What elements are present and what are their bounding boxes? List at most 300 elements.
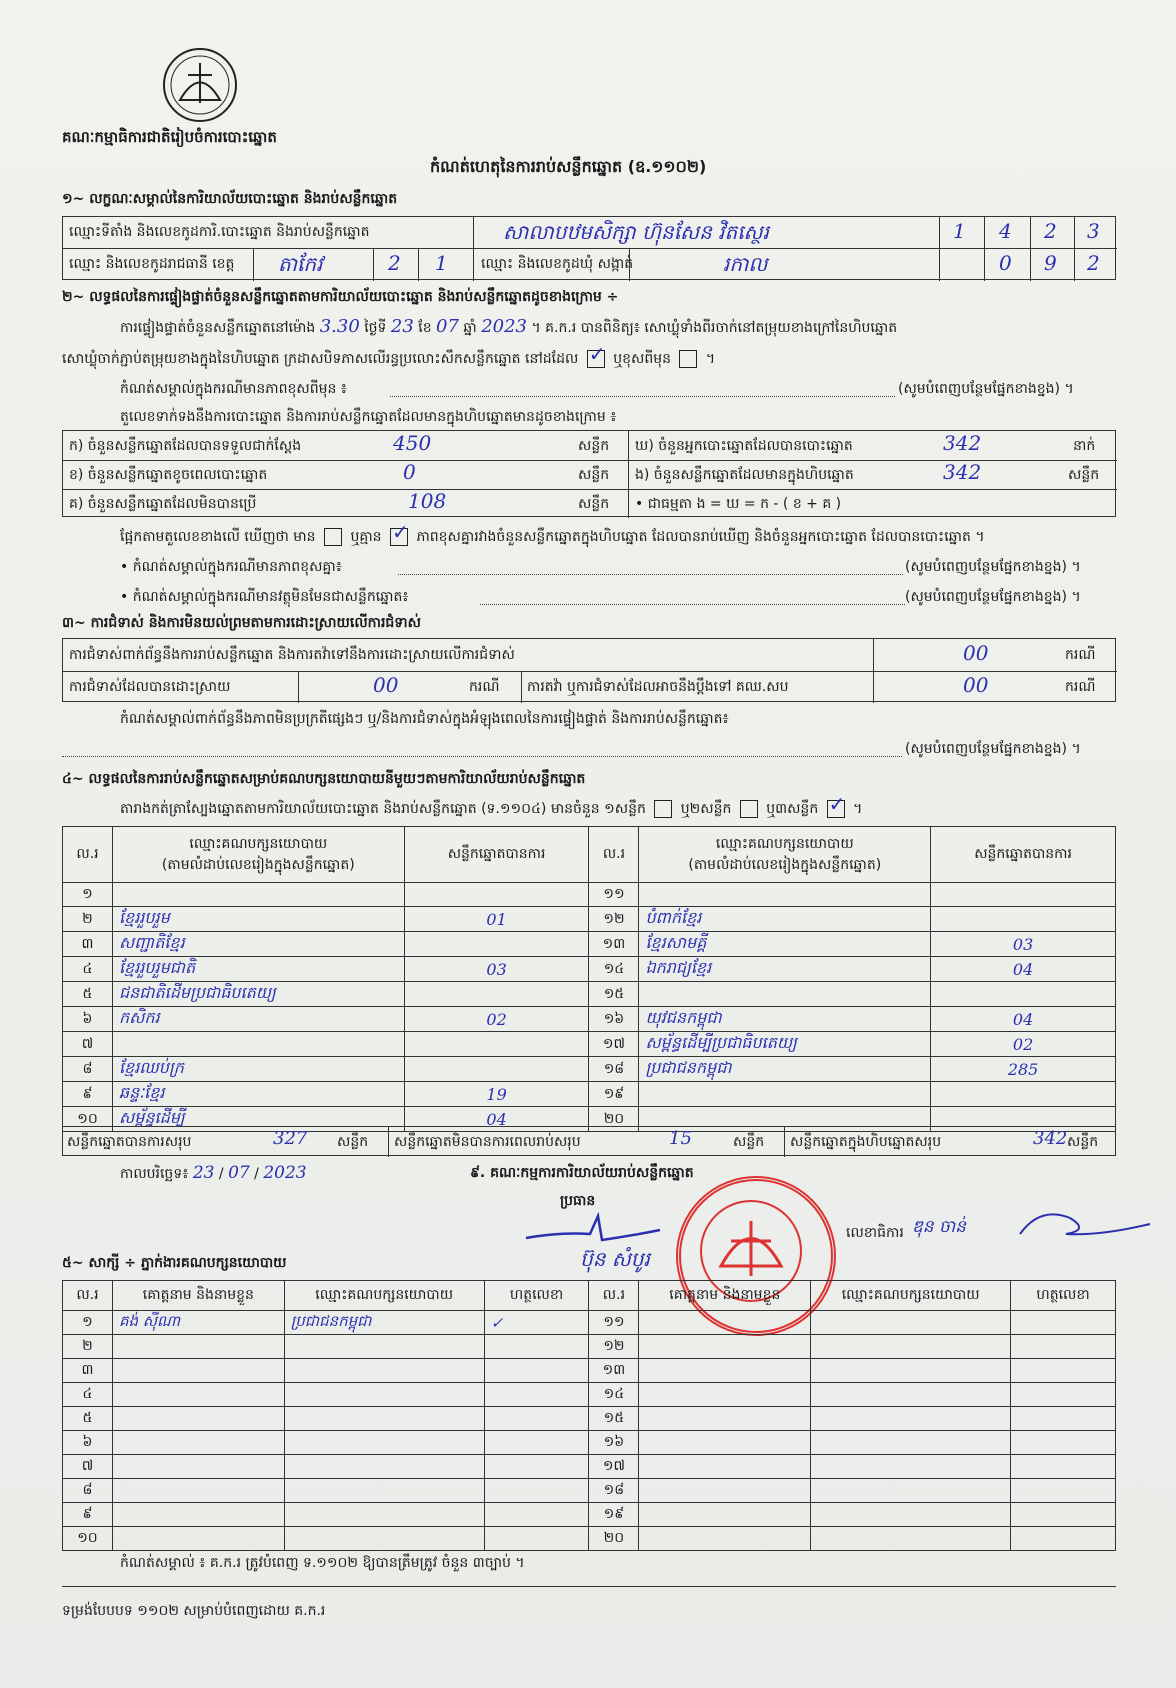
row-no-text: ១២	[603, 910, 625, 927]
witness-no-text: ៨	[82, 1482, 93, 1498]
table-row	[63, 1082, 1116, 1107]
witness-signature[interactable]	[484, 1503, 589, 1527]
row-no	[589, 1082, 639, 1107]
row-no	[63, 957, 113, 982]
party-votes[interactable]	[404, 1032, 589, 1057]
difference-note-line[interactable]	[390, 396, 895, 397]
witness-name[interactable]	[639, 1407, 811, 1431]
col-party-right-title: ឈ្មោះគណបក្សនយោបាយ	[715, 835, 854, 852]
committee-sign-title: ៩. គណៈកម្មការការិយាល័យរាប់សន្លឹកឆ្នោត	[470, 1165, 694, 1181]
party-votes[interactable]	[931, 883, 1116, 907]
witness-table	[62, 1280, 1116, 1551]
different-checkbox[interactable]	[679, 350, 697, 368]
party-name[interactable]	[639, 883, 931, 907]
witness-name[interactable]	[639, 1431, 811, 1455]
resolved-value: 00	[373, 673, 399, 697]
party-votes-text: 02	[1012, 1034, 1034, 1054]
row-no-text: ១៦	[603, 1010, 625, 1027]
unused-unit: សន្លឹក	[578, 496, 610, 512]
commune-code-3: 2	[1087, 251, 1100, 275]
section2-heading: ២~ លទ្ធផលនៃការផ្ទៀងផ្ទាត់ចំនួនសន្លឹកឆ្នោតតាមការិយាល័យបោះឆ្នោត និងរាប់សន្លឹកឆ្នោតដូចខាងក្រោម ÷	[62, 289, 619, 305]
witness-signature[interactable]	[484, 1335, 589, 1359]
verification-time-label: ការផ្ទៀងផ្ទាត់ចំនួនសន្លឹកឆ្នោតនៅម៉ោង	[120, 320, 316, 336]
footer-divider	[62, 1586, 1116, 1587]
total-valid-value: 327	[273, 1128, 308, 1149]
witness-signature[interactable]	[484, 1431, 589, 1455]
w-col-sign-right: ហត្ថលេខា	[1011, 1281, 1116, 1311]
witness-signature[interactable]	[1011, 1359, 1116, 1383]
row-no	[589, 907, 639, 932]
party-name[interactable]	[112, 1082, 404, 1107]
party-name[interactable]	[112, 982, 404, 1007]
row-no-text: ៥	[82, 985, 93, 1002]
spoiled-unit: សន្លឹក	[578, 467, 610, 483]
witness-row	[63, 1455, 1116, 1479]
tally-sheets-text: តារាងកត់ត្រាស្បែងឆ្នោតតាមការិយាល័យបោះឆ្នោត និងរាប់សន្លឹកឆ្នោត (ទ.១១០៤) មានចំនួន ១សន្លឹក	[120, 801, 646, 817]
party-votes[interactable]	[931, 1007, 1116, 1032]
w-col-no-right: ល.រ	[589, 1281, 639, 1311]
witness-party[interactable]	[811, 1407, 1011, 1431]
discrepancy-text-b: ឬគ្មាន	[350, 529, 382, 545]
row-no-text: ១១	[603, 886, 625, 902]
row-no	[63, 907, 113, 932]
witness-no	[589, 1527, 639, 1551]
section1-heading: ១~ លក្ខណៈសម្គាល់នៃការិយាល័យបោះឆ្នោត និងរាប់សន្លឹកឆ្នោត	[62, 191, 398, 207]
witness-no	[63, 1527, 113, 1551]
party-votes-text: 04	[1012, 1009, 1034, 1029]
w-col-sign-left: ហត្ថលេខា	[484, 1281, 589, 1311]
verification-month: 07	[436, 316, 459, 337]
row-no-text: ៧	[81, 1035, 94, 1052]
witness-signature[interactable]	[484, 1479, 589, 1503]
table-row	[63, 932, 1116, 957]
party-name-text: ខ្មែរសាមគ្គី	[645, 933, 707, 952]
voted-unit: នាក់	[1073, 438, 1096, 454]
party-name[interactable]	[112, 883, 404, 907]
bullet-difference-line[interactable]	[398, 574, 903, 575]
party-votes[interactable]	[404, 1007, 589, 1032]
received-unit: សន្លឹក	[578, 438, 610, 454]
table-row	[63, 1007, 1116, 1032]
witness-name[interactable]	[112, 1335, 284, 1359]
party-name-text: ខ្មែររួបរួម	[118, 908, 170, 927]
irregularity-note: កំណត់សម្គាល់ពាក់ព័ន្ធនឹងភាពមិនប្រក្រតីផ្សេងៗ ឬ/និងការជំទាស់ក្នុងអំឡុងពេលនៃការផ្ទៀងផ្ទាត់ និងការរាប់សន្លឹកឆ្នោត៖	[120, 711, 729, 727]
total-box-value: 342	[1033, 1128, 1068, 1149]
witness-signature[interactable]	[1011, 1407, 1116, 1431]
resolved-label: ការជំទាស់ដែលបានដោះស្រាយ	[69, 679, 231, 695]
witness-party[interactable]	[284, 1527, 484, 1551]
different-label: ឬខុសពីមុន	[613, 351, 672, 367]
bullet-object: • កំណត់សម្គាល់ក្នុងករណីមានវត្ថុមិនមែនជាសន្លឹកឆ្នោត៖	[120, 589, 409, 605]
witness-no	[589, 1503, 639, 1527]
witness-party[interactable]	[811, 1383, 1011, 1407]
results-table	[62, 826, 1116, 1132]
witness-row	[63, 1383, 1116, 1407]
same-checkbox[interactable]	[587, 350, 605, 368]
witness-name[interactable]	[112, 1311, 284, 1335]
verification-day: 23	[390, 316, 414, 337]
party-name-text: សម្ព័ន្ធដើម្បីប្រជាធិបតេយ្យ	[645, 1033, 797, 1052]
row-no-text: ៦	[82, 1010, 93, 1027]
party-name[interactable]	[112, 1032, 404, 1057]
witness-signature[interactable]	[1011, 1503, 1116, 1527]
party-name[interactable]	[639, 957, 931, 982]
received-value: 450	[393, 431, 432, 455]
table-row	[63, 957, 1116, 982]
party-votes[interactable]	[931, 982, 1116, 1007]
witness-no-text: ៧	[81, 1458, 94, 1474]
location-value: សាលាបឋមសិក្សា ហ៊ុនសែន វិតស្ថេរ	[503, 220, 769, 244]
no-difference-checkbox[interactable]	[390, 528, 408, 546]
party-name-text: ជនជាតិដើមប្រជាធិបតេយ្យ	[118, 983, 276, 1002]
three-sheets-label: ឬ៣សន្លឹក	[766, 801, 819, 817]
party-votes-text: 04	[1012, 959, 1034, 979]
province-value: តាកែវ	[278, 252, 323, 276]
witness-no	[589, 1383, 639, 1407]
commune-label: ឈ្មោះ និងលេខកូដឃុំ សង្កាត់	[481, 256, 634, 272]
section4-heading: ៤~ លទ្ធផលនៃការរាប់សន្លឹកឆ្នោតសម្រាប់គណបក្សនយោបាយនីមួយៗតាមការិយាល័យរាប់សន្លឹកឆ្នោត	[62, 771, 586, 787]
party-name[interactable]	[639, 982, 931, 1007]
w-col-name-right: គោត្តនាម និងនាមខ្លួន	[639, 1281, 811, 1311]
party-name[interactable]	[639, 1032, 931, 1057]
witness-signature[interactable]	[484, 1527, 589, 1551]
witness-no	[63, 1431, 113, 1455]
witness-no	[63, 1311, 113, 1335]
col-votes-right: សន្លឹកឆ្នោតបានការ	[931, 827, 1116, 883]
witness-party[interactable]	[811, 1311, 1011, 1335]
witness-no	[589, 1359, 639, 1383]
witness-no	[589, 1479, 639, 1503]
verification-year-label: ឆ្នាំ	[463, 320, 477, 336]
in-box-label: ង) ចំនួនសន្លឹកឆ្នោតដែលមានក្នុងហិបឆ្នោត	[635, 467, 854, 483]
secretary-signature-mark	[1010, 1200, 1160, 1250]
witness-signature[interactable]	[1011, 1431, 1116, 1455]
form-title: កំណត់ហេតុនៃការរាប់សន្លឹកឆ្នោត (ឧ.១១០២)	[430, 157, 707, 176]
witness-no-text: ៤	[82, 1386, 93, 1402]
commune-code-2: 9	[1044, 251, 1057, 275]
witness-name[interactable]	[639, 1335, 811, 1359]
in-box-value: 342	[943, 460, 982, 484]
appeal-unit: ករណី	[1065, 679, 1096, 695]
date-day: 23	[192, 1163, 215, 1183]
row-no-text: ១០	[77, 1110, 98, 1127]
complaints-value: 00	[963, 641, 989, 665]
party-name-text: បំពាក់ខ្មែរ	[645, 908, 702, 927]
discrepancy-text-a: ផ្អែកតាមតួលេខខាងលើ ឃើញថា មាន	[120, 529, 316, 545]
party-votes[interactable]	[931, 957, 1116, 982]
appeal-value: 00	[963, 673, 989, 697]
party-votes-text: 02	[486, 1009, 507, 1029]
row-no-text: ៩	[82, 1085, 93, 1102]
party-name[interactable]	[112, 907, 404, 932]
witness-name[interactable]	[639, 1527, 811, 1551]
witness-no	[589, 1335, 639, 1359]
verification-line-1	[120, 318, 897, 337]
witness-row	[63, 1359, 1116, 1383]
witness-name[interactable]	[112, 1431, 284, 1455]
location-label: ឈ្មោះទីតាំង និងលេខកូដការិ.បោះឆ្នោត និងរាប់សន្លឹកឆ្នោត	[69, 224, 370, 240]
received-label: ក) ចំនួនសន្លឹកឆ្នោតដែលបានទទួលជាក់ស្តែង	[69, 438, 302, 454]
footer-note: កំណត់សម្គាល់ ៖ គ.ក.រ ត្រូវបំពេញ ទ.១១០២ ឱ្យបានត្រឹមត្រូវ ចំនួន ៣ច្បាប់ ។	[120, 1555, 525, 1571]
witness-signature[interactable]	[1011, 1335, 1116, 1359]
location-code-4: 3	[1087, 219, 1100, 243]
witness-name[interactable]	[639, 1359, 811, 1383]
witness-no	[589, 1455, 639, 1479]
witness-party[interactable]	[284, 1383, 484, 1407]
witness-name[interactable]	[639, 1383, 811, 1407]
witness-party[interactable]	[284, 1335, 484, 1359]
tally-sheets-line	[120, 800, 862, 818]
witness-signature[interactable]	[484, 1311, 589, 1335]
location-code-2: 4	[999, 219, 1012, 243]
province-label: ឈ្មោះ និងលេខកូដរាជធានី ខេត្ត	[69, 256, 235, 272]
formula: • ជាធម្មតា ង = ឃ = ក - ( ខ + គ )	[635, 496, 842, 512]
party-name[interactable]	[639, 932, 931, 957]
party-votes[interactable]	[404, 907, 589, 932]
two-sheets-label: ឬ២សន្លឹក	[680, 801, 732, 817]
witness-party[interactable]	[811, 1479, 1011, 1503]
party-name[interactable]	[639, 907, 931, 932]
witness-no	[63, 1335, 113, 1359]
row-no-text: ២	[82, 910, 93, 927]
witness-party[interactable]	[284, 1479, 484, 1503]
bullet-difference-hint: (សូមបំពេញបន្ថែមផ្នែកខាងខ្នង) ។	[905, 559, 1081, 575]
col-no-right: ល.រ	[589, 827, 639, 883]
difference-note-label: កំណត់សម្គាល់ក្នុងករណីមានភាពខុសពីមុន ៖	[120, 381, 347, 397]
table-row	[63, 1032, 1116, 1057]
witness-name-text: គង់ ស៊ីណា	[118, 1311, 181, 1330]
col-party-left	[112, 827, 404, 883]
witness-party[interactable]	[284, 1503, 484, 1527]
row-no-text: ៨	[82, 1060, 93, 1077]
spoiled-value: 0	[403, 460, 416, 484]
row-no	[63, 1082, 113, 1107]
total-invalid-label: សន្លឹកឆ្នោតមិនបានការពេលរាប់សរុប	[394, 1134, 581, 1150]
party-name[interactable]	[639, 1082, 931, 1107]
party-votes-text: 04	[486, 1109, 507, 1129]
party-votes[interactable]	[931, 907, 1116, 932]
tally-sheets-end: ។	[853, 801, 863, 817]
party-votes-text: 03	[486, 959, 507, 979]
bullet-object-line[interactable]	[480, 604, 905, 605]
spoiled-label: ខ) ចំនួនសន្លឹកឆ្នោតខូចពេលបោះឆ្នោត	[69, 467, 268, 483]
secretary-label: លេខាធិការ	[846, 1225, 904, 1241]
witness-name[interactable]	[112, 1503, 284, 1527]
party-name-text: សម្ព័ន្ធដើម្បី	[118, 1108, 185, 1127]
total-valid-label: សន្លឹកឆ្នោតបានការសរុប	[67, 1134, 192, 1150]
row-no	[63, 982, 113, 1007]
seal-text: សោឃ្លុំចាក់ភ្ជាប់តម្រុយខាងក្នុងនៃហិបឆ្នោត ក្រដាសបិទភាសលើរន្ធប្រលោះសឹកសន្លឹកឆ្នោត នៅដដែល	[62, 351, 579, 367]
party-name-text: សញ្ជាតិខ្មែរ	[118, 933, 185, 952]
party-votes[interactable]	[931, 1057, 1116, 1082]
witness-no-text: ៦	[82, 1434, 93, 1450]
witness-party[interactable]	[284, 1407, 484, 1431]
w-col-name-left: គោត្តនាម និងនាមខ្លួន	[112, 1281, 284, 1311]
w-col-party-right: ឈ្មោះគណបក្សនយោបាយ	[811, 1281, 1011, 1311]
table-row	[63, 1057, 1116, 1082]
row-no	[589, 1057, 639, 1082]
has-difference-checkbox[interactable]	[324, 528, 342, 546]
witness-row	[63, 1431, 1116, 1455]
witness-party[interactable]	[284, 1431, 484, 1455]
party-votes-text: 19	[486, 1084, 507, 1104]
witness-party[interactable]	[811, 1455, 1011, 1479]
appeal-label: ការតវ៉ា ឬការជំទាស់ដែលអាចនឹងប្តឹងទៅ គឈ.សប	[527, 679, 789, 695]
one-sheet-checkbox[interactable]	[654, 800, 672, 818]
complaints-label: ការជំទាស់ពាក់ព័ន្ធនឹងការរាប់សន្លឹកឆ្នោត និងការតវ៉ាទៅនឹងការដោះស្រាយលើការជំទាស់	[69, 647, 515, 663]
total-box-unit: សន្លឹក	[1067, 1134, 1099, 1150]
table-row	[63, 982, 1116, 1007]
row-no-text: ៣	[81, 935, 94, 952]
witness-no-text: ១៥	[603, 1410, 625, 1426]
total-valid-unit: សន្លឹក	[337, 1134, 369, 1150]
witness-party[interactable]	[811, 1431, 1011, 1455]
witness-no	[63, 1383, 113, 1407]
verification-text: ។ គ.ក.រ បានពិនិត្យ៖ សោឃ្លុំទាំងពីរចាក់នៅតម្រុយខាងក្រៅនៃហិបឆ្នោត	[531, 320, 898, 336]
total-box-label: សន្លឹកឆ្នោតក្នុងហិបឆ្នោតសរុប	[790, 1134, 942, 1150]
witness-name[interactable]	[639, 1503, 811, 1527]
witness-no-text: ១០	[77, 1530, 98, 1546]
province-code-1: 2	[388, 251, 401, 275]
witness-name[interactable]	[112, 1455, 284, 1479]
witness-signature[interactable]	[1011, 1527, 1116, 1551]
party-name[interactable]	[112, 1007, 404, 1032]
col-votes-left: សន្លឹកឆ្នោតបានការ	[404, 827, 589, 883]
witness-party[interactable]	[284, 1455, 484, 1479]
witness-name[interactable]	[639, 1455, 811, 1479]
date-year: 2023	[263, 1163, 307, 1183]
witness-no	[589, 1311, 639, 1335]
witness-row	[63, 1311, 1116, 1335]
row-no	[589, 1032, 639, 1057]
witness-no-text: ១២	[603, 1338, 625, 1354]
party-name[interactable]	[112, 957, 404, 982]
complaints-unit: ករណី	[1065, 647, 1096, 663]
party-votes[interactable]	[404, 932, 589, 957]
bullet-difference: • កំណត់សម្គាល់ក្នុងករណីមានភាពខុសគ្នា៖	[120, 559, 342, 575]
party-name-text: ប្រជាជនកម្ពុជា	[645, 1058, 732, 1077]
witness-signature[interactable]	[1011, 1383, 1116, 1407]
row-no-text: ១៤	[603, 960, 625, 977]
unused-value: 108	[408, 489, 447, 513]
witness-no-text: ១៣	[602, 1362, 626, 1378]
party-name[interactable]	[112, 1057, 404, 1082]
w-col-no-left: ល.រ	[63, 1281, 113, 1311]
witness-row	[63, 1503, 1116, 1527]
witness-name[interactable]	[112, 1479, 284, 1503]
irregularity-note-line[interactable]	[62, 756, 902, 757]
two-sheets-checkbox[interactable]	[740, 800, 758, 818]
party-votes-text: 03	[1012, 934, 1034, 954]
party-votes[interactable]	[931, 1032, 1116, 1057]
col-party-left-title: ឈ្មោះគណបក្សនយោបាយ	[189, 835, 328, 852]
party-name[interactable]	[112, 932, 404, 957]
province-code-2: 1	[435, 251, 448, 275]
witness-party[interactable]	[284, 1311, 484, 1335]
section1-table	[62, 216, 1116, 280]
party-name-text: យុវជនកម្ពុជា	[645, 1008, 722, 1027]
section3-heading: ៣~ ការជំទាស់ និងការមិនយល់ព្រមតាមការដោះស្រាយលើការជំទាស់	[62, 615, 421, 631]
party-votes[interactable]	[931, 1082, 1116, 1107]
col-party-right-sub: (តាមលំដាប់លេខរៀងក្នុងសន្លឹកឆ្នោត)	[688, 856, 882, 873]
witness-row	[63, 1407, 1116, 1431]
witness-party[interactable]	[811, 1527, 1011, 1551]
witness-no	[589, 1407, 639, 1431]
row-no	[63, 1057, 113, 1082]
date-line: កាលបរិច្ឆេទ៖ 23 / 07 / 2023	[120, 1163, 307, 1183]
total-invalid-unit: សន្លឹក	[733, 1134, 765, 1150]
committee-name: គណៈកម្មាធិការជាតិរៀបចំការបោះឆ្នោត	[62, 128, 277, 146]
row-no-text: ១៣	[602, 935, 626, 952]
witness-signature[interactable]	[1011, 1455, 1116, 1479]
total-invalid-value: 15	[669, 1128, 692, 1149]
witness-no-text: ១៤	[603, 1386, 625, 1402]
three-sheets-checkbox[interactable]	[827, 800, 845, 818]
bullet-object-hint: (សូមបំពេញបន្ថែមផ្នែកខាងខ្នង) ។	[905, 589, 1081, 605]
complaints-table	[62, 638, 1116, 702]
witness-no-text: ៥	[82, 1410, 93, 1426]
section5-heading: ៥~ សាក្សី ÷ ភ្នាក់ងារគណបក្សនយោបាយ	[62, 1255, 287, 1271]
row-no	[63, 883, 113, 907]
party-votes[interactable]	[931, 932, 1116, 957]
witness-signature[interactable]	[484, 1359, 589, 1383]
witness-party[interactable]	[811, 1335, 1011, 1359]
party-name-text: ឯករាជ្យខ្មែរ	[645, 958, 712, 977]
party-name[interactable]	[639, 1057, 931, 1082]
witness-row	[63, 1335, 1116, 1359]
row-no-text: ១៥	[603, 985, 625, 1002]
party-votes[interactable]	[404, 982, 589, 1007]
witness-signature-text: ✓	[490, 1313, 504, 1332]
party-votes[interactable]	[404, 957, 589, 982]
witness-no-text: ១៧	[602, 1458, 625, 1474]
col-party-left-sub: (តាមលំដាប់លេខរៀងក្នុងសន្លឹកឆ្នោត)	[161, 856, 355, 873]
row-no	[589, 957, 639, 982]
witness-name[interactable]	[112, 1527, 284, 1551]
witness-signature[interactable]	[1011, 1479, 1116, 1503]
witness-signature[interactable]	[1011, 1311, 1116, 1335]
party-votes[interactable]	[404, 1082, 589, 1107]
witness-no-text: ១១	[603, 1314, 625, 1330]
commune-code-1: 0	[999, 251, 1012, 275]
row-no-text: ១៨	[603, 1060, 625, 1077]
table-row	[63, 907, 1116, 932]
witness-name[interactable]	[112, 1359, 284, 1383]
figures-table	[62, 430, 1116, 517]
party-name-text: ខ្មែរឈប់ក្រ	[118, 1058, 184, 1077]
witness-party[interactable]	[284, 1359, 484, 1383]
party-name-text: ឆន្ទៈខ្មែរ	[118, 1083, 165, 1102]
witness-signature[interactable]	[484, 1407, 589, 1431]
witness-name[interactable]	[639, 1311, 811, 1335]
witness-no-text: ១៩	[603, 1506, 625, 1522]
witness-name[interactable]	[639, 1479, 811, 1503]
witness-signature[interactable]	[484, 1455, 589, 1479]
irregularity-note-hint: (សូមបំពេញបន្ថែមផ្នែកខាងខ្នង) ។	[905, 741, 1081, 757]
form-reference: ទម្រង់បែបបទ ១១០២ សម្រាប់បំពេញដោយ គ.ក.រ	[62, 1603, 326, 1619]
party-name[interactable]	[639, 1007, 931, 1032]
witness-party[interactable]	[811, 1359, 1011, 1383]
party-votes[interactable]	[404, 1057, 589, 1082]
witness-party[interactable]	[811, 1503, 1011, 1527]
witness-name[interactable]	[112, 1383, 284, 1407]
witness-no	[63, 1479, 113, 1503]
witness-signature[interactable]	[484, 1383, 589, 1407]
party-votes[interactable]	[404, 883, 589, 907]
commune-value: រកាល	[723, 252, 768, 276]
witness-row	[63, 1479, 1116, 1503]
witness-name[interactable]	[112, 1407, 284, 1431]
